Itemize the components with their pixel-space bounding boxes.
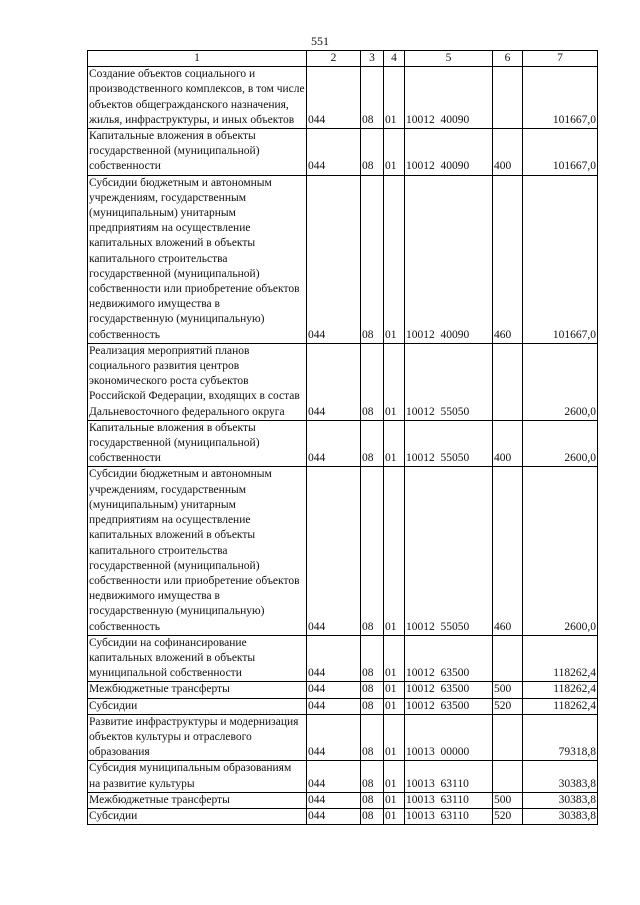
header-cell: 7 [523,51,598,67]
row-name-cell: Субсидии бюджетным и автономным учреждениям, государственным (муниципальным) унитарным предприятиям на осуществление капитальных вложений в объекты капитального строительства государственной (муниципальной) собственности или приобретение объектов недвижимого имущества в государственную (муниципальную) собственность [88,175,307,343]
row-subsection-cell: 01 [384,792,405,808]
row-target-article-cell: 10012 40090 [405,67,493,129]
table-row [88,420,598,467]
row-target-article-cell: 10013 63110 [405,761,493,792]
row-ved-cell: 044 [307,467,361,635]
row-target-article-cell: 10012 40090 [405,129,493,176]
row-name-cell: Реализация мероприятий планов социального развития центров экономического роста субъектов Российской Федерации, входящих в состав Дальневосточного федерального округа [88,343,307,420]
row-section-cell: 08 [361,808,384,824]
row-section-cell: 08 [361,635,384,682]
row-subsection-cell: 01 [384,67,405,129]
row-sum-cell: 101667,0 [523,129,598,176]
row-ved-cell: 044 [307,67,361,129]
row-ved-cell: 044 [307,343,361,420]
row-section-cell: 08 [361,67,384,129]
row-sum-cell: 2600,0 [523,467,598,635]
row-target-article-cell: 10012 55050 [405,420,493,467]
row-sum-cell: 118262,4 [523,635,598,682]
row-target-article-cell: 10012 55050 [405,343,493,420]
row-sum-cell: 30383,8 [523,761,598,792]
row-expense-type-cell [493,67,523,129]
row-subsection-cell: 01 [384,635,405,682]
row-ved-cell: 044 [307,808,361,824]
row-sum-cell: 101667,0 [523,67,598,129]
row-target-article-cell: 10012 40090 [405,175,493,343]
header-cell: 4 [384,51,405,67]
row-target-article-cell: 10012 63500 [405,698,493,714]
row-ved-cell: 044 [307,129,361,176]
page-number: 551 [311,34,329,48]
row-section-cell: 08 [361,698,384,714]
row-expense-type-cell: 400 [493,420,523,467]
row-sum-cell: 118262,4 [523,698,598,714]
row-subsection-cell: 01 [384,175,405,343]
table-row [88,467,598,635]
header-cell: 6 [493,51,523,67]
table-header-row [88,51,598,67]
row-sum-cell: 30383,8 [523,808,598,824]
table-row [88,343,598,420]
row-expense-type-cell: 460 [493,467,523,635]
row-expense-type-cell [493,714,523,761]
row-target-article-cell: 10012 63500 [405,635,493,682]
row-ved-cell: 044 [307,714,361,761]
row-expense-type-cell: 460 [493,175,523,343]
row-name-cell: Развитие инфраструктуры и модернизация объектов культуры и отраслевого образования [88,714,307,761]
row-name-cell: Межбюджетные трансферты [88,792,307,808]
row-name-cell: Субсидия муниципальным образованиям на развитие культуры [88,761,307,792]
row-section-cell: 08 [361,761,384,792]
row-subsection-cell: 01 [384,682,405,698]
table-row [88,761,598,792]
budget-table [87,50,598,825]
row-ved-cell: 044 [307,792,361,808]
row-expense-type-cell: 500 [493,792,523,808]
row-subsection-cell: 01 [384,698,405,714]
row-subsection-cell: 01 [384,129,405,176]
row-expense-type-cell: 500 [493,682,523,698]
row-ved-cell: 044 [307,682,361,698]
row-subsection-cell: 01 [384,420,405,467]
row-section-cell: 08 [361,467,384,635]
row-ved-cell: 044 [307,635,361,682]
row-name-cell: Капитальные вложения в объекты государственной (муниципальной) собственности [88,420,307,467]
row-name-cell: Межбюджетные трансферты [88,682,307,698]
header-cell: 3 [361,51,384,67]
row-sum-cell: 2600,0 [523,420,598,467]
row-sum-cell: 2600,0 [523,343,598,420]
header-cell: 5 [405,51,493,67]
row-target-article-cell: 10013 00000 [405,714,493,761]
table-row [88,175,598,343]
row-name-cell: Субсидии бюджетным и автономным учреждениям, государственным (муниципальным) унитарным предприятиям на осуществление капитальных вложений в объекты капитального строительства государственной (муниципальной) собственности или приобретение объектов недвижимого имущества в государственную (муниципальную) собственность [88,467,307,635]
row-sum-cell: 118262,4 [523,682,598,698]
row-name-cell: Субсидии [88,698,307,714]
row-ved-cell: 044 [307,698,361,714]
row-sum-cell: 79318,8 [523,714,598,761]
row-ved-cell: 044 [307,175,361,343]
row-target-article-cell: 10013 63110 [405,792,493,808]
row-subsection-cell: 01 [384,343,405,420]
table-row [88,635,598,682]
row-section-cell: 08 [361,343,384,420]
table-row [88,792,598,808]
row-expense-type-cell [493,635,523,682]
row-section-cell: 08 [361,420,384,467]
row-target-article-cell: 10012 63500 [405,682,493,698]
row-name-cell: Субсидии [88,808,307,824]
table-row [88,698,598,714]
row-expense-type-cell: 520 [493,698,523,714]
row-subsection-cell: 01 [384,808,405,824]
row-expense-type-cell: 400 [493,129,523,176]
table-row [88,808,598,824]
row-section-cell: 08 [361,129,384,176]
row-section-cell: 08 [361,792,384,808]
row-name-cell: Создание объектов социального и производственного комплексов, в том числе объектов общегражданского назначения, жилья, инфраструктуры, и иных объектов [88,67,307,129]
table-row [88,129,598,176]
row-name-cell: Капитальные вложения в объекты государственной (муниципальной) собственности [88,129,307,176]
row-target-article-cell: 10012 55050 [405,467,493,635]
row-subsection-cell: 01 [384,761,405,792]
table-row [88,714,598,761]
row-sum-cell: 101667,0 [523,175,598,343]
table-row [88,682,598,698]
row-section-cell: 08 [361,682,384,698]
row-subsection-cell: 01 [384,714,405,761]
row-target-article-cell: 10013 63110 [405,808,493,824]
header-cell: 1 [88,51,307,67]
row-section-cell: 08 [361,175,384,343]
row-expense-type-cell: 520 [493,808,523,824]
row-ved-cell: 044 [307,761,361,792]
header-cell: 2 [307,51,361,67]
row-name-cell: Субсидии на софинансирование капитальных вложений в объекты муниципальной собственности [88,635,307,682]
row-subsection-cell: 01 [384,467,405,635]
table-row [88,67,598,129]
row-section-cell: 08 [361,714,384,761]
row-sum-cell: 30383,8 [523,792,598,808]
row-expense-type-cell [493,761,523,792]
row-ved-cell: 044 [307,420,361,467]
row-expense-type-cell [493,343,523,420]
